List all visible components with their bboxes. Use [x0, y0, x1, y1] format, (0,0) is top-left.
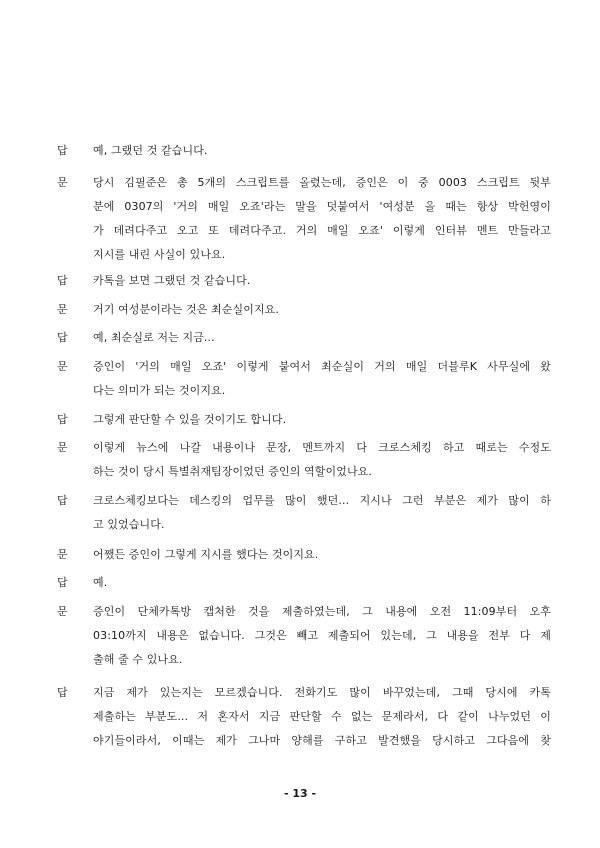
- entry-text: [93, 571, 551, 595]
- text-line: 분에 0307의 '거의 매일 오죠'라는 말을 덧붙여서 '여성분 올 때는 항상 박헌영이: [93, 200, 551, 213]
- speaker-label: 문: [57, 605, 68, 618]
- text-line: 당시 김필준은 총 5개의 스크립트를 올렸는데, 증인은 이 중 0003 스크립트 뒷부: [93, 176, 551, 189]
- speaker-label: 문: [57, 176, 68, 189]
- text-line: 제출하는 부분도... 저 혼자서 지금 판단할 수 없는 문제라서, 다 같이 나누었던 이: [93, 710, 551, 723]
- text-line: 어쨌든 증인이 그렇게 지시를 했다는 것이지요.: [93, 548, 319, 561]
- text-line: 지금 제가 있는지는 모르겠습니다. 전화기도 많이 바꾸었는데, 그때 당시에 카톡: [93, 686, 551, 699]
- speaker-label: 답: [57, 576, 68, 589]
- text-line: 카톡을 보면 그랬던 것 같습니다.: [93, 274, 251, 287]
- speaker-label: 문: [57, 360, 68, 373]
- entry-text: [93, 489, 551, 537]
- text-line: 크로스체킹보다는 데스킹의 업무를 많이 했던... 지시나 그런 부분은 제가 많이 하: [93, 494, 551, 507]
- text-line: 고 있었습니다.: [93, 518, 165, 531]
- speaker-label: 답: [57, 274, 68, 287]
- page-number: - 13 -: [283, 787, 317, 800]
- text-line: 야기들이라서, 이때는 제가 그나마 양해를 구하고 발견했을 당시하고 그다음에 찾: [93, 734, 551, 747]
- entry-text: [93, 543, 551, 567]
- entry-text: [93, 436, 551, 484]
- text-line: 예, 그랬던 것 같습니다.: [93, 144, 208, 157]
- entry-text: [93, 355, 551, 403]
- text-line: 거기 여성분이라는 것은 최순실이지요.: [93, 303, 280, 316]
- entry-text: [93, 139, 551, 163]
- text-line: 다는 의미가 되는 것이지요.: [93, 384, 226, 397]
- speaker-label: 답: [57, 413, 68, 426]
- text-line: 증인이 '거의 매일 오죠' 이렇게 붙여서 최순실이 거의 매일 더블루K 사무실에 왔: [93, 360, 551, 373]
- entry-text: [93, 408, 551, 432]
- text-line: 가 데려다주고 오고 또 데려다주고. 거의 매일 오죠' 이렇게 인터뷰 멘트 만들라고: [93, 224, 551, 237]
- text-line: 이렇게 뉴스에 나갈 내용이나 문장, 멘트까지 다 크로스체킹 하고 때로는 수정도: [93, 441, 551, 454]
- text-line: 하는 것이 당시 특별취재팀장이었던 증인의 역할이었나요.: [93, 465, 373, 478]
- text-line: 증인이 단체카톡방 캡처한 것을 제출하였는데, 그 내용에 오전 11:09부터 오후: [93, 605, 551, 618]
- speaker-label: 문: [57, 548, 68, 561]
- entry-text: [93, 171, 551, 267]
- speaker-label: 답: [57, 494, 68, 507]
- speaker-label: 답: [57, 686, 68, 699]
- text-line: 그렇게 판단할 수 있을 것이기도 합니다.: [93, 413, 287, 426]
- speaker-label: 답: [57, 144, 68, 157]
- text-line: 예.: [93, 576, 108, 589]
- entry-text: [93, 600, 551, 672]
- entry-text: [93, 269, 551, 293]
- speaker-label: 답: [57, 331, 68, 344]
- speaker-label: 문: [57, 441, 68, 454]
- speaker-label: 문: [57, 303, 68, 316]
- entry-text: [93, 681, 551, 753]
- text-line: 출해 줄 수 있나요.: [93, 653, 183, 666]
- text-line: 03:10까지 내용은 없습니다. 그것은 빼고 제출되어 있는데, 그 내용을 전부 다 제: [93, 629, 551, 642]
- entry-text: [93, 326, 551, 350]
- text-line: 예, 최순실로 저는 지금...: [93, 331, 215, 344]
- entry-text: [93, 298, 551, 322]
- text-line: 지시를 내린 사실이 있나요.: [93, 248, 226, 261]
